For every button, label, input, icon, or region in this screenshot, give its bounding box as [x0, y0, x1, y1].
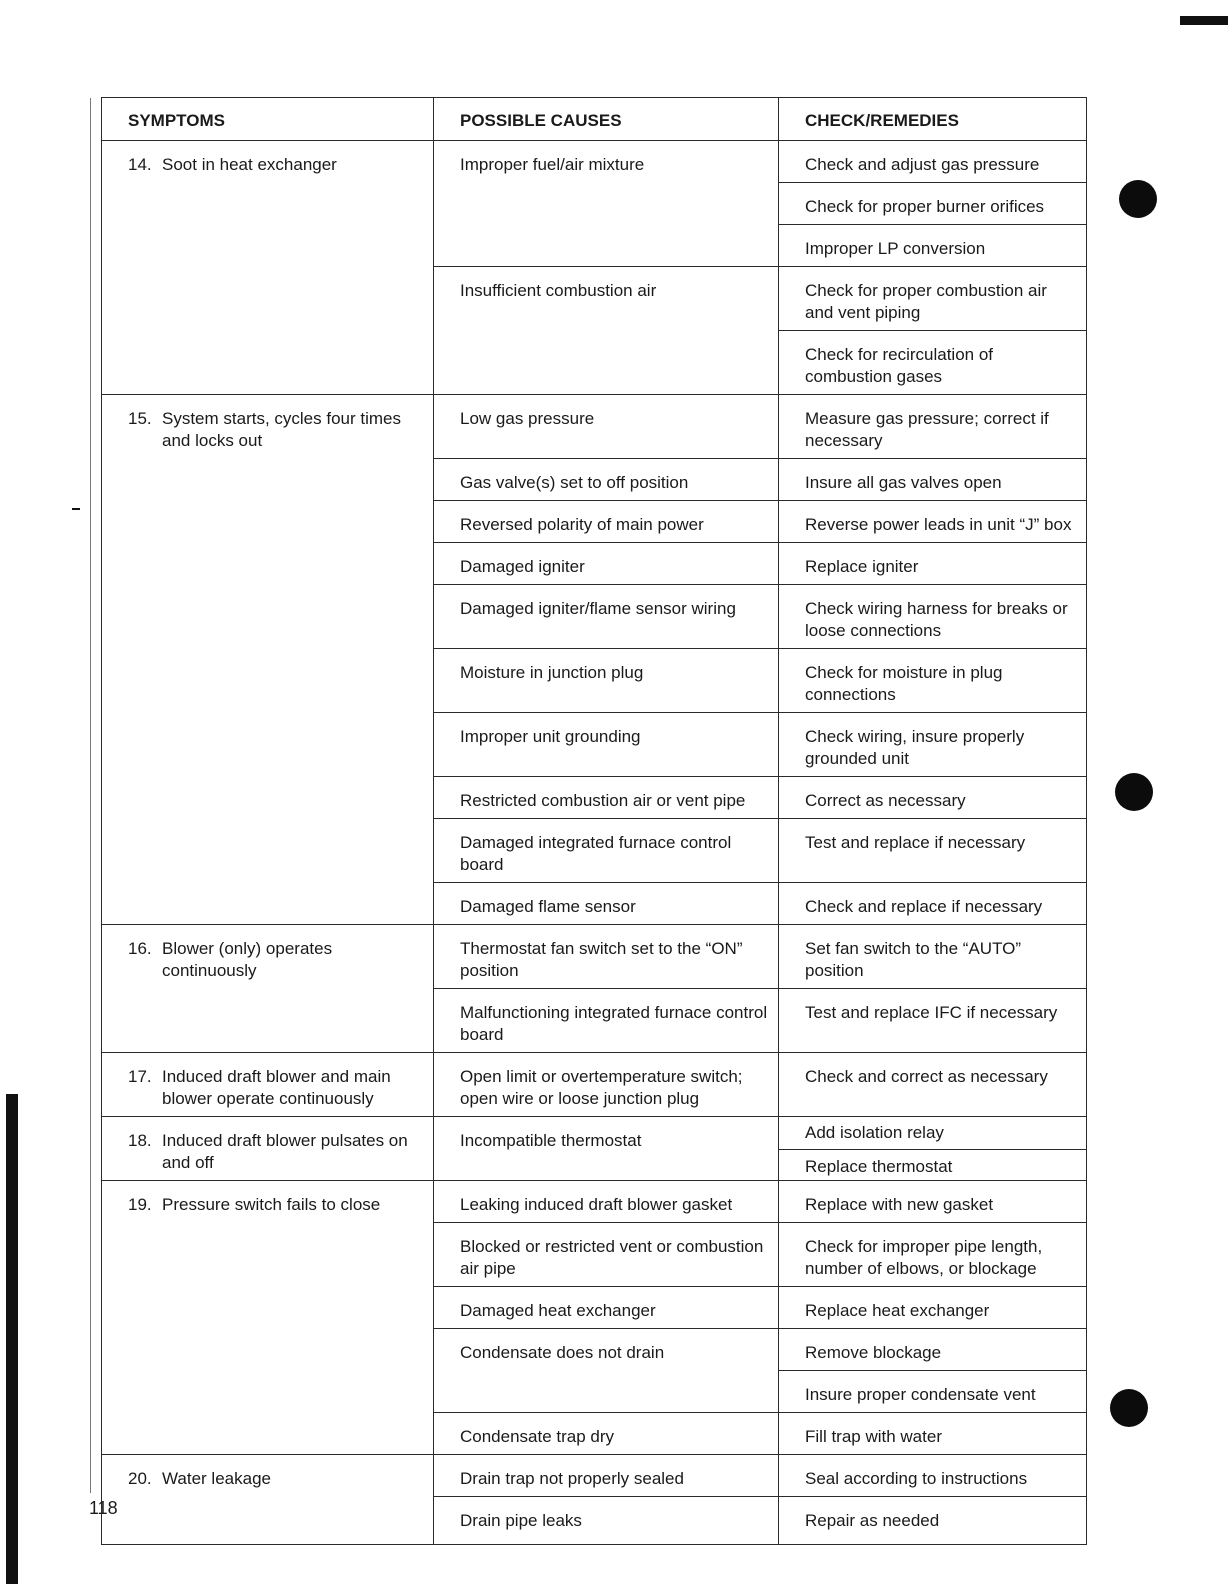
remedy-cell: Replace heat exchanger	[779, 1287, 1087, 1329]
table-row	[102, 925, 1087, 989]
table-row	[102, 141, 1087, 183]
remedy-cell: Seal according to instructions	[779, 1455, 1087, 1497]
cause-cell: Improper unit grounding	[434, 713, 779, 777]
symptom-number: 14.	[128, 155, 152, 174]
cause-cell: Improper fuel/air mixture	[434, 141, 779, 267]
margin-rule	[90, 98, 91, 1493]
symptom-text: Water leakage	[162, 1469, 271, 1488]
symptom-text: Blower (only) operates continuously	[162, 939, 333, 980]
cause-cell: Restricted combustion air or vent pipe	[434, 777, 779, 819]
symptom-cell	[102, 1455, 434, 1545]
cause-cell: Gas valve(s) set to off position	[434, 459, 779, 501]
cause-cell: Reversed polarity of main power	[434, 501, 779, 543]
symptom-text: Induced draft blower pulsates on and off	[162, 1131, 408, 1172]
punch-hole-middle	[1115, 773, 1153, 811]
table-row	[102, 1455, 1087, 1497]
remedy-cell: Add isolation relay	[779, 1117, 1087, 1150]
cause-cell: Open limit or overtemperature switch; open wire or loose junction plug	[434, 1053, 779, 1117]
table-row	[102, 1117, 1087, 1150]
header-symptoms: SYMPTOMS	[102, 98, 434, 141]
remedy-cell: Check wiring harness for breaks or loose connections	[779, 585, 1087, 649]
remedy-cell: Check for moisture in plug connections	[779, 649, 1087, 713]
symptom-cell	[102, 1117, 434, 1181]
symptom-number: 18.	[128, 1131, 152, 1150]
cause-cell: Condensate does not drain	[434, 1329, 779, 1413]
remedy-cell: Test and replace IFC if necessary	[779, 989, 1087, 1053]
cause-cell: Damaged heat exchanger	[434, 1287, 779, 1329]
cause-cell: Leaking induced draft blower gasket	[434, 1181, 779, 1223]
header-row	[102, 98, 1087, 141]
troubleshooting-table	[101, 97, 1087, 1545]
cause-cell: Malfunctioning integrated furnace control board	[434, 989, 779, 1053]
cause-cell: Thermostat fan switch set to the “ON” position	[434, 925, 779, 989]
symptom-text: Pressure switch fails to close	[162, 1195, 381, 1214]
remedy-cell: Measure gas pressure; correct if necessary	[779, 395, 1087, 459]
remedy-cell: Check and correct as necessary	[779, 1053, 1087, 1117]
symptom-text: Induced draft blower and main blower operate continuously	[162, 1067, 391, 1108]
remedy-cell: Check for proper combustion air and vent piping	[779, 267, 1087, 331]
symptom-text: Soot in heat exchanger	[162, 155, 337, 174]
remedy-cell: Repair as needed	[779, 1497, 1087, 1545]
remedy-cell: Check for improper pipe length, number of elbows, or blockage	[779, 1223, 1087, 1287]
symptom-cell	[102, 141, 434, 395]
remedy-cell: Check for recirculation of combustion gases	[779, 331, 1087, 395]
cause-cell: Insufficient combustion air	[434, 267, 779, 395]
remedy-cell: Replace thermostat	[779, 1150, 1087, 1181]
remedy-cell: Replace with new gasket	[779, 1181, 1087, 1223]
cause-cell: Damaged igniter/flame sensor wiring	[434, 585, 779, 649]
punch-hole-bottom	[1110, 1389, 1148, 1427]
symptom-cell	[102, 925, 434, 1053]
cause-cell: Condensate trap dry	[434, 1413, 779, 1455]
remedy-cell: Check wiring, insure properly grounded unit	[779, 713, 1087, 777]
symptom-cell	[102, 395, 434, 925]
cause-cell: Damaged integrated furnace control board	[434, 819, 779, 883]
cause-cell: Moisture in junction plug	[434, 649, 779, 713]
remedy-cell: Insure proper condensate vent	[779, 1371, 1087, 1413]
cause-cell: Drain pipe leaks	[434, 1497, 779, 1545]
margin-tick	[72, 508, 80, 510]
remedy-cell: Test and replace if necessary	[779, 819, 1087, 883]
punch-hole-top	[1119, 180, 1157, 218]
remedy-cell: Insure all gas valves open	[779, 459, 1087, 501]
symptom-cell	[102, 1181, 434, 1455]
cause-cell: Low gas pressure	[434, 395, 779, 459]
cause-cell: Incompatible thermostat	[434, 1117, 779, 1181]
remedy-cell: Set fan switch to the “AUTO” position	[779, 925, 1087, 989]
remedy-cell: Reverse power leads in unit “J” box	[779, 501, 1087, 543]
remedy-cell: Remove blockage	[779, 1329, 1087, 1371]
symptom-text: System starts, cycles four times and locks out	[162, 409, 401, 450]
symptom-number: 15.	[128, 409, 152, 428]
remedy-cell: Check and replace if necessary	[779, 883, 1087, 925]
symptom-cell	[102, 1053, 434, 1117]
cause-cell: Blocked or restricted vent or combustion air pipe	[434, 1223, 779, 1287]
corner-tab-mark	[1180, 16, 1228, 25]
symptom-number: 17.	[128, 1067, 152, 1086]
symptom-number: 16.	[128, 939, 152, 958]
table-row	[102, 1181, 1087, 1223]
remedy-cell: Replace igniter	[779, 543, 1087, 585]
page-number: 118	[89, 1498, 118, 1518]
remedy-cell: Check and adjust gas pressure	[779, 141, 1087, 183]
symptom-number: 20.	[128, 1469, 152, 1488]
header-check-remedies: CHECK/REMEDIES	[779, 98, 1087, 141]
table-row	[102, 395, 1087, 459]
remedy-cell: Correct as necessary	[779, 777, 1087, 819]
header-possible-causes: POSSIBLE CAUSES	[434, 98, 779, 141]
symptom-number: 19.	[128, 1195, 152, 1214]
cause-cell: Damaged flame sensor	[434, 883, 779, 925]
binding-bar	[6, 1094, 18, 1584]
remedy-cell: Fill trap with water	[779, 1413, 1087, 1455]
remedy-cell: Check for proper burner orifices	[779, 183, 1087, 225]
table-row	[102, 1053, 1087, 1117]
cause-cell: Damaged igniter	[434, 543, 779, 585]
cause-cell: Drain trap not properly sealed	[434, 1455, 779, 1497]
remedy-cell: Improper LP conversion	[779, 225, 1087, 267]
